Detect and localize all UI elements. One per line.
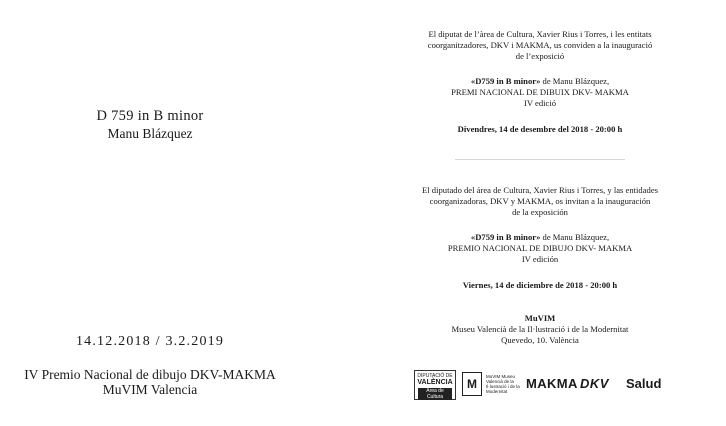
valencian-work [380,76,700,109]
venue-city: MuVIM Valencia [102,382,198,397]
valencian-intro-line: de l’exposició [515,51,565,61]
dkv-logo: DKV [580,376,609,391]
valencian-datetime: Divendres, 14 de desembre del 2018 - 20:00 h [457,124,623,134]
spanish-intro-line: El diputado del área de Cultura, Xavier Rius i Torres, y las entidades [422,185,658,195]
diputacio-logo-top: DIPUTACIÓ DE [417,373,453,379]
divider [455,159,625,160]
spanish-work-line [380,232,700,243]
spanish-work [380,232,700,265]
sponsor-logos [414,370,664,400]
makma-logo: MAKMA [526,376,578,391]
venue-address: Quevedo, 10. València [501,335,579,345]
valencian-edition: IV edició [523,98,557,108]
spanish-edition: IV edición [521,254,559,264]
muvim-mark-icon: M [462,372,482,396]
work-title: «D759 in B minor» [470,232,541,242]
spanish-intro-line: de la exposición [512,207,568,217]
spanish-intro [380,185,700,218]
artist-name: Manu Blázquez [107,126,193,141]
prize-name: IV Premio Nacional de dibujo DKV-MAKMA [24,367,276,382]
spanish-prize: PREMIO NACIONAL DE DIBUJO DKV- MAKMA [447,243,633,253]
exhibition-dates: 14.12.2018 / 3.2.2019 [75,334,225,349]
valencian-intro-line: El diputat de l’àrea de Cultura, Xavier Rius i Torres, i les entitats [428,29,652,39]
spanish-intro-line: coorganizadoras, DKV y MAKMA, os invitan a la inauguración [429,196,651,206]
muvim-logo-text: MuVIM Museu Valencià de la Il·lustració i de la Modernitat [486,374,520,394]
valencian-intro [380,29,700,62]
valencian-intro-line: coorganitzadores, DKV i MAKMA, us conviden a la inauguració [427,40,653,50]
venue-full-name: Museu Valencià de la Il·lustració i de la Modernitat [451,324,629,334]
venue-name: MuVIM [524,313,556,323]
diputacio-logo [414,370,456,400]
salud-logo: Salud [626,376,662,391]
spanish-datetime: Viernes, 14 de diciembre de 2018 - 20:00 h [462,280,618,290]
venue-block [380,313,700,346]
work-artist: de Manu Blázquez, [540,232,610,242]
diputacio-logo-bar: Àrea de Cultura [418,388,452,400]
work-artist: de Manu Blázquez, [540,76,610,86]
valencian-prize: PREMI NACIONAL DE DIBUIX DKV- MAKMA [451,87,629,97]
valencian-work-line [380,76,700,87]
work-title: «D759 in B minor» [470,76,541,86]
muvim-logo [462,370,518,400]
exhibition-title: D 759 in B minor [96,108,204,124]
cover-panel [0,0,300,426]
diputacio-logo-name: VALÈNCIA [417,379,453,386]
